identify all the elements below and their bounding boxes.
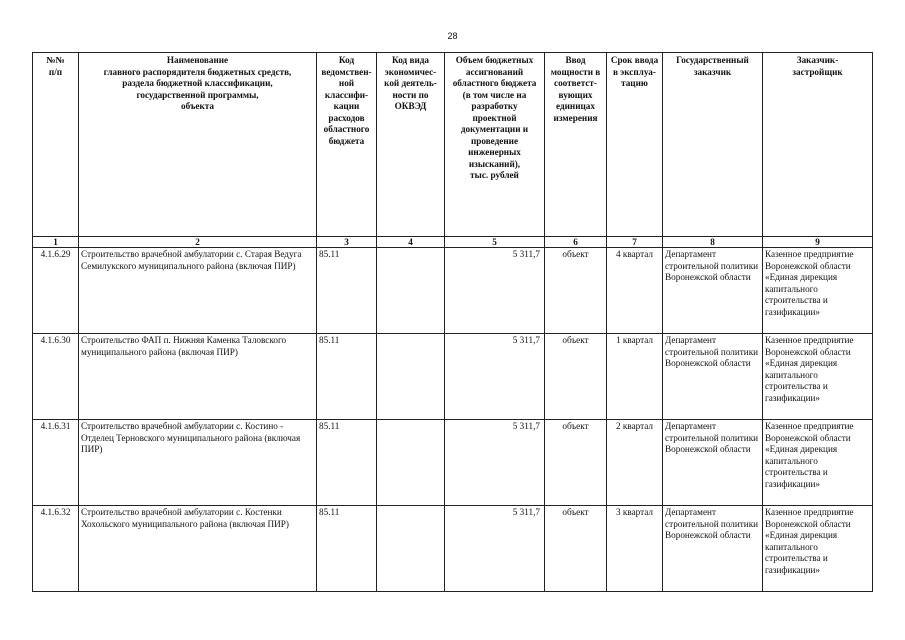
column-number: 3 [317,237,377,248]
page-number: 28 [447,31,458,41]
budget-volume: 5 311,7 [445,506,545,592]
row-number: 4.1.6.31 [33,420,79,506]
column-number: 8 [663,237,763,248]
commissioning-term: 4 квартал [607,248,663,334]
budget-code: 85.11 [317,506,377,592]
table-row [33,334,873,420]
column-number: 2 [79,237,317,248]
okved-code [377,506,445,592]
customer-builder: Казенное предприятие Воронежской области «Единая дирекция капитального строительства и газификации» [763,248,873,334]
object-name: Строительство врачебной амбулатории с. Костино - Отделец Терновского муниципального района (включая ПИР) [79,420,317,506]
table-row [33,248,873,334]
okved-code [377,248,445,334]
row-number: 4.1.6.30 [33,334,79,420]
budget-volume: 5 311,7 [445,420,545,506]
budget-code: 85.11 [317,334,377,420]
column-header-2: Наименование главного распорядителя бюджетных средств, раздела бюджетной классификации, государственной программы, объекта [79,53,317,237]
capacity-unit: объект [545,420,607,506]
column-header-1: №№ п/п [33,53,79,237]
okved-code [377,420,445,506]
commissioning-term: 2 квартал [607,420,663,506]
column-number-row [33,237,873,248]
column-header-5: Объем бюджетных ассигнований областного бюджета (в том числе на разработку проектной документации и проведение инженерных изысканий), тыс. рублей [445,53,545,237]
column-header-7: Срок ввода в эксплуа- тацию [607,53,663,237]
customer-builder: Казенное предприятие Воронежской области «Единая дирекция капитального строительства и газификации» [763,334,873,420]
budget-code: 85.11 [317,420,377,506]
budget-volume: 5 311,7 [445,334,545,420]
capacity-unit: объект [545,506,607,592]
column-number: 7 [607,237,663,248]
object-name: Строительство ФАП п. Нижняя Каменка Таловского муниципального района (включая ПИР) [79,334,317,420]
state-customer: Департамент строительной политики Воронежской области [663,248,763,334]
column-number: 6 [545,237,607,248]
budget-code: 85.11 [317,248,377,334]
state-customer: Департамент строительной политики Воронежской области [663,420,763,506]
budget-volume: 5 311,7 [445,248,545,334]
column-header-3: Код ведомствен- ной классифи- кации расходов областного бюджета [317,53,377,237]
column-number: 1 [33,237,79,248]
table-row [33,506,873,592]
budget-table [32,52,873,592]
object-name: Строительство врачебной амбулатории с. Костенки Хохольского муниципального района (включая ПИР) [79,506,317,592]
object-name: Строительство врачебной амбулатории с. Старая Ведуга Семилукского муниципального района (включая ПИР) [79,248,317,334]
customer-builder: Казенное предприятие Воронежской области «Единая дирекция капитального строительства и газификации» [763,506,873,592]
state-customer: Департамент строительной политики Воронежской области [663,334,763,420]
customer-builder: Казенное предприятие Воронежской области «Единая дирекция капитального строительства и газификации» [763,420,873,506]
column-header-9: Заказчик- застройщик [763,53,873,237]
state-customer: Департамент строительной политики Воронежской области [663,506,763,592]
commissioning-term: 1 квартал [607,334,663,420]
table-row [33,420,873,506]
column-header-8: Государственный заказчик [663,53,763,237]
column-number: 4 [377,237,445,248]
capacity-unit: объект [545,248,607,334]
okved-code [377,334,445,420]
column-number: 5 [445,237,545,248]
row-number: 4.1.6.32 [33,506,79,592]
row-number: 4.1.6.29 [33,248,79,334]
column-number: 9 [763,237,873,248]
commissioning-term: 3 квартал [607,506,663,592]
capacity-unit: объект [545,334,607,420]
header-row [33,53,873,237]
column-header-4: Код вида экономичес- кой деятель- ности по ОКВЭД [377,53,445,237]
column-header-6: Ввод мощности в соответст- вующих единицах измерения [545,53,607,237]
